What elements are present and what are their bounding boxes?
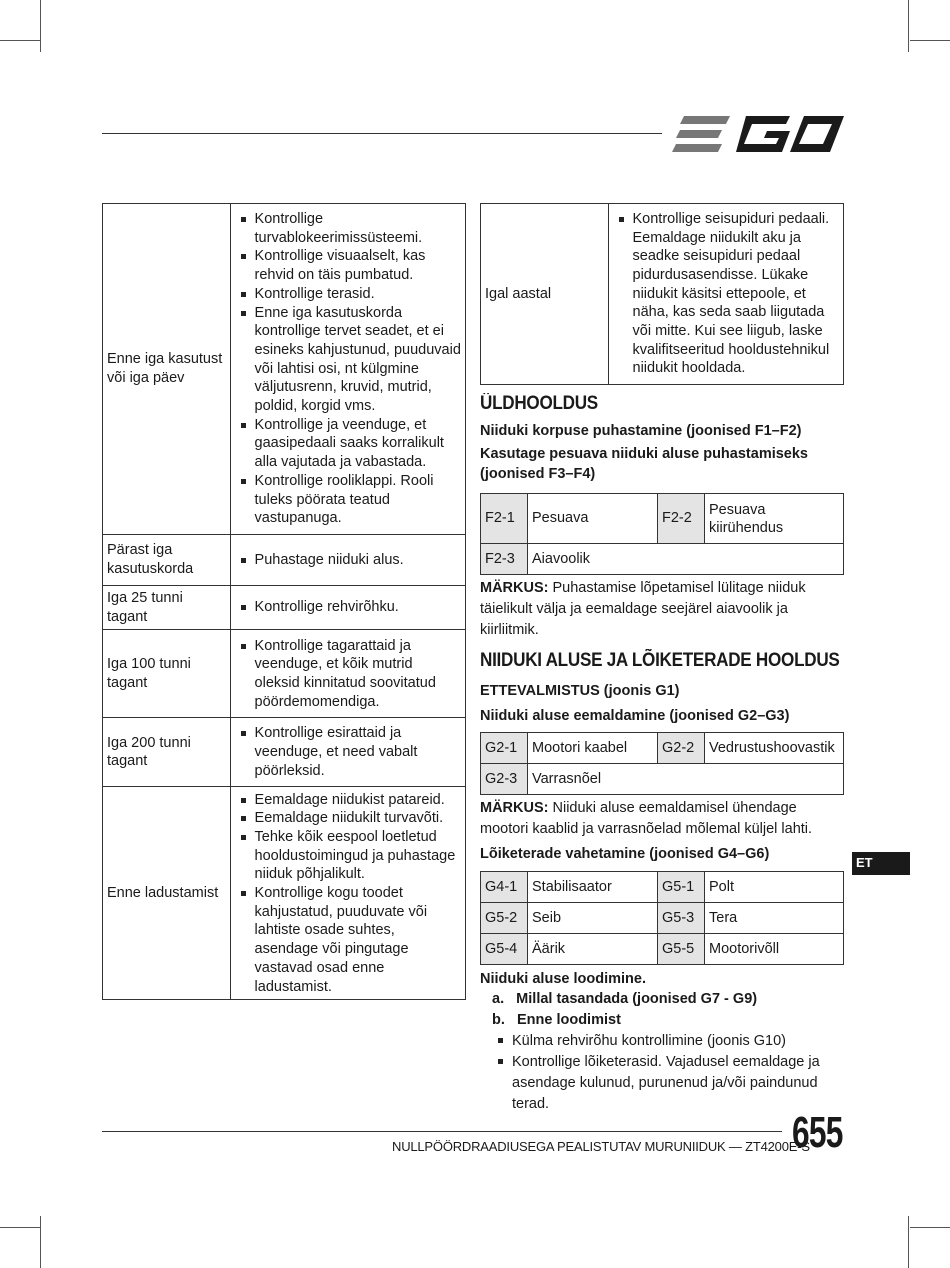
part-name: Pesuava kiirühendus xyxy=(705,494,844,544)
leveling-steps xyxy=(480,989,844,1031)
part-name: Seib xyxy=(528,903,658,934)
schedule-when: Enne ladustamist xyxy=(103,787,231,1000)
part-name: Mootorivõll xyxy=(705,934,844,965)
list-item: Puhastage niiduki alus. xyxy=(235,551,461,570)
table-row xyxy=(481,872,844,903)
part-name: Polt xyxy=(705,872,844,903)
note-text: Niiduki aluse eemaldamisel ühendage mootori kaablid ja varrasnõelad mõlemal küljel lahti. xyxy=(480,800,813,837)
schedule-tasks xyxy=(230,787,465,1000)
part-code: G4-1 xyxy=(481,872,528,903)
list-item: Kontrollige lõiketerasid. Vajadusel eemaldage ja asendage kulunud, purunenud ja/või paindunud terad. xyxy=(492,1052,844,1115)
crop-mark xyxy=(910,40,950,41)
part-code: G5-1 xyxy=(658,872,705,903)
part-name: Aiavoolik xyxy=(528,544,844,575)
page-number: 655 xyxy=(792,1108,843,1157)
part-name: Varrasnõel xyxy=(528,764,844,795)
schedule-when: Iga 25 tunni tagant xyxy=(103,586,231,630)
part-code: G5-5 xyxy=(658,934,705,965)
crop-mark xyxy=(0,1227,40,1228)
crop-mark xyxy=(908,1216,909,1268)
parts-table xyxy=(480,732,844,795)
part-code: G2-3 xyxy=(481,764,528,795)
list-item: Kontrollige esirattaid ja veenduge, et need vabalt pöörleksid. xyxy=(235,724,461,780)
parts-table xyxy=(480,871,844,965)
general-maintenance-section xyxy=(480,392,844,1115)
schedule-when: Pärast iga kasutuskorda xyxy=(103,535,231,586)
schedule-when: Iga 200 tunni tagant xyxy=(103,718,231,787)
table-row xyxy=(103,787,466,1000)
schedule-tasks xyxy=(230,718,465,787)
table-row xyxy=(481,733,844,764)
schedule-when: Iga 100 tunni tagant xyxy=(103,630,231,718)
note-label: MÄRKUS: xyxy=(480,580,549,596)
language-tab: ET xyxy=(852,852,910,875)
table-row xyxy=(481,903,844,934)
part-name: Tera xyxy=(705,903,844,934)
subheading: Niiduki aluse loodimine. xyxy=(480,971,646,987)
part-name: Äärik xyxy=(528,934,658,965)
table-row xyxy=(103,718,466,787)
crop-mark xyxy=(40,0,41,52)
maintenance-schedule-table xyxy=(102,203,466,1000)
part-name: Vedrustushoovastik xyxy=(705,733,844,764)
leveling-bullets xyxy=(492,1031,844,1115)
subheading: ETTEVALMISTUS (joonis G1) xyxy=(480,683,680,699)
list-item: Külma rehvirõhu kontrollimine (joonis G10) xyxy=(492,1031,844,1052)
section-heading: NIIDUKI ALUSE JA LÕIKETERADE HOOLDUS xyxy=(480,650,840,671)
part-code: G2-2 xyxy=(658,733,705,764)
table-row xyxy=(481,544,844,575)
part-name: Mootori kaabel xyxy=(528,733,658,764)
table-row xyxy=(481,204,844,385)
note-text: Puhastamise lõpetamisel lülitage niiduk täielikult välja ja eemaldage seejärel aiavoolik ja kiirliitmik. xyxy=(480,580,806,638)
list-item: Kontrollige visuaalselt, kas rehvid on täis pumbatud. xyxy=(235,247,461,284)
table-row xyxy=(103,630,466,718)
subheading: Kasutage pesuava niiduki aluse puhastamiseks (joonised F3–F4) xyxy=(480,446,808,482)
subheading: Lõiketerade vahetamine (joonised G4–G6) xyxy=(480,846,770,862)
note xyxy=(480,578,844,641)
crop-mark xyxy=(908,0,909,52)
part-name: Stabilisaator xyxy=(528,872,658,903)
subheading: Niiduki aluse eemaldamine (joonised G2–G3) xyxy=(480,708,790,724)
crop-mark xyxy=(910,1227,950,1228)
list-item: Kontrollige seisupiduri pedaali. Eemaldage niidukilt aku ja seadke seisupiduri pedaal pidurdusasendisse. Lükake niidukit käsitsi ettepoole, et näha, kas seda saab liigutada või mitte. Kui see liigub, laske kvalifitseeritud hooldustehnikul niidukit hooldada. xyxy=(613,210,840,378)
list-item: Eemaldage niidukilt turvavõti. xyxy=(235,809,461,828)
list-item: a. Millal tasandada (joonised G7 - G9) xyxy=(492,991,758,1007)
header-rule xyxy=(102,133,662,134)
list-item: Enne iga kasutuskorda kontrollige tervet seadet, et ei esineks kahjustunud, puuduvaid või lahtisi osi, nt külgmine väljutusrenn, kruvid, mutrid, poldid, korgid vms. xyxy=(235,304,461,416)
table-row xyxy=(481,494,844,544)
footer-rule xyxy=(102,1131,782,1132)
list-item: Kontrollige rooliklappi. Rooli tuleks pöörata teatud vastupanuga. xyxy=(235,472,461,528)
part-code: G5-2 xyxy=(481,903,528,934)
schedule-tasks xyxy=(608,204,844,385)
ego-logo xyxy=(672,112,844,156)
table-row xyxy=(103,535,466,586)
part-code: F2-3 xyxy=(481,544,528,575)
note-label: MÄRKUS: xyxy=(480,800,549,816)
section-heading: ÜLDHOOLDUS xyxy=(480,393,598,414)
list-item: Eemaldage niidukist patareid. xyxy=(235,791,461,810)
part-code: G5-4 xyxy=(481,934,528,965)
schedule-when: Igal aastal xyxy=(481,204,609,385)
schedule-when: Enne iga kasutust või iga päev xyxy=(103,204,231,535)
list-item: Kontrollige turvablokeerimissüsteemi. xyxy=(235,210,461,247)
part-code: F2-1 xyxy=(481,494,528,544)
part-code: G5-3 xyxy=(658,903,705,934)
crop-mark xyxy=(0,40,40,41)
footer-title: NULLPÖÖRDRAADIUSEGA PEALISTUTAV MURUNIIDUK — ZT4200E-S xyxy=(392,1139,810,1154)
list-item: Kontrollige ja veenduge, et gaasipedaali saaks korralikult alla vajutada ja vabastada. xyxy=(235,416,461,472)
list-item: b. Enne loodimist xyxy=(492,1012,621,1028)
list-item: Kontrollige kogu toodet kahjustatud, puuduvate või lahtiste osade suhtes, asendage või pingutage vastavad osad enne ladustamist. xyxy=(235,884,461,996)
list-item: Kontrollige tagarattaid ja veenduge, et kõik mutrid oleksid kinnitatud soovitatud pöördemomendiga. xyxy=(235,637,461,712)
table-row xyxy=(481,764,844,795)
list-item: Tehke kõik eespool loetletud hooldustoimingud ja puhastage niiduk põhjalikult. xyxy=(235,828,461,884)
annual-schedule-table xyxy=(480,203,844,385)
schedule-tasks xyxy=(230,204,465,535)
schedule-tasks xyxy=(230,586,465,630)
schedule-tasks xyxy=(230,630,465,718)
note xyxy=(480,798,844,840)
part-code: F2-2 xyxy=(658,494,705,544)
table-row xyxy=(103,204,466,535)
crop-mark xyxy=(40,1216,41,1268)
table-row xyxy=(481,934,844,965)
table-row xyxy=(103,586,466,630)
parts-table xyxy=(480,493,844,575)
part-name: Pesuava xyxy=(528,494,658,544)
list-item: Kontrollige rehvirõhku. xyxy=(235,598,461,617)
subheading: Niiduki korpuse puhastamine (joonised F1–F2) xyxy=(480,423,802,439)
schedule-tasks xyxy=(230,535,465,586)
list-item: Kontrollige terasid. xyxy=(235,285,461,304)
part-code: G2-1 xyxy=(481,733,528,764)
